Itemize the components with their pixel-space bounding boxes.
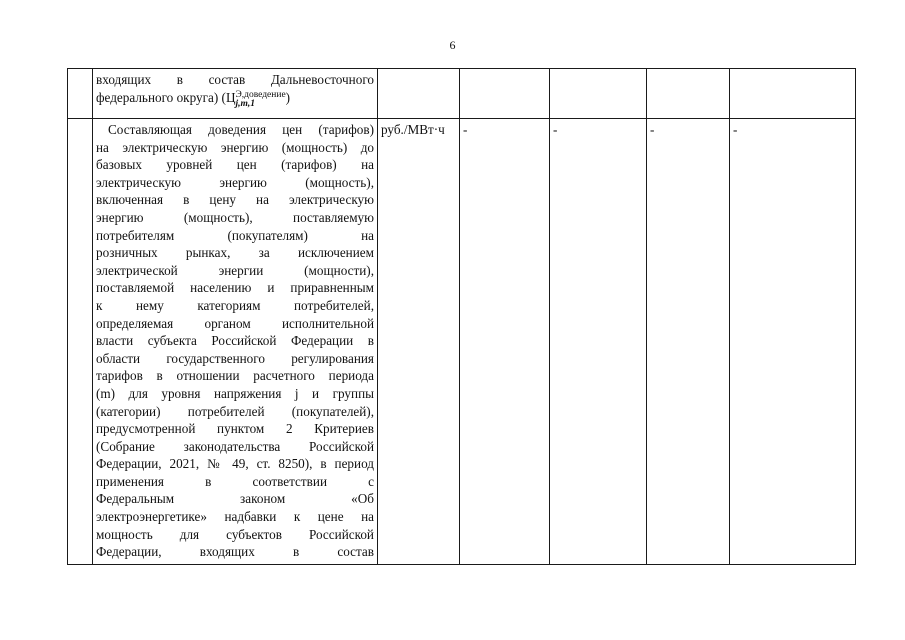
description-line: предусмотренной пунктом 2 Критериев	[96, 421, 374, 437]
description-line: электроэнергетике» надбавки к цене на	[96, 509, 374, 525]
value-cell	[550, 69, 647, 119]
row-number-cell	[68, 119, 93, 565]
description-line: области государственного регулирования	[96, 350, 374, 366]
description-line: Федеральным законом «Об	[96, 491, 374, 507]
description-line: потребителям (покупателям) на	[96, 227, 374, 243]
value-cell: -	[550, 119, 647, 565]
description-line: к нему категориям потребителей,	[96, 297, 374, 313]
description-line: власти субъекта Российской Федерации в	[96, 333, 374, 349]
value-cell	[460, 69, 550, 119]
formula: Ц Э,доведение j,m,1	[225, 89, 286, 109]
description-line-formula: федерального округа) (Ц Э,доведение j,m,1 )	[96, 89, 291, 109]
value-cell: -	[647, 119, 730, 565]
description-cell	[93, 119, 378, 565]
description-line: розничных рынках, за исключением	[96, 245, 374, 261]
description-line: (Собрание законодательства Российской	[96, 438, 374, 454]
description-line: включенная в цену на электрическую	[96, 192, 374, 208]
value-cell: -	[730, 119, 856, 565]
description-line: поставляемой населению и приравненным	[96, 280, 374, 296]
value-cell	[730, 69, 856, 119]
value-cell	[647, 69, 730, 119]
description-line: мощность для субъектов Российской	[96, 526, 374, 542]
description-line: энергию (мощность), поставляемую	[96, 209, 374, 225]
description-line: Составляющая доведения цен (тарифов)	[108, 122, 374, 137]
description-line: входящих в состав Дальневосточного	[96, 72, 374, 87]
description-cell	[93, 69, 378, 119]
row-number-cell	[68, 69, 93, 119]
data-table	[67, 68, 856, 565]
description-line: электрическую энергию (мощность),	[96, 174, 374, 190]
description-line: тарифов в отношении расчетного периода	[96, 368, 374, 384]
description-line: электрической энергии (мощности),	[96, 262, 374, 278]
value-cell: -	[460, 119, 550, 565]
page-number: 6	[449, 38, 456, 52]
description-line: на электрическую энергию (мощность) до	[96, 139, 374, 155]
description-line: Федерации, 2021, № 49, ст. 8250), в период	[96, 456, 374, 472]
description-line: применения в соответствии с	[96, 473, 374, 489]
description-line: базовых уровней цен (тарифов) на	[96, 157, 374, 173]
description-line: (категории) потребителей (покупателей),	[96, 403, 374, 419]
unit-cell	[378, 69, 460, 119]
table-row	[68, 69, 856, 119]
description-line: (m) для уровня напряжения j и группы	[96, 385, 374, 401]
description-line: определяемая органом исполнительной	[96, 315, 374, 331]
description-line: Федерации, входящих в состав	[96, 544, 374, 560]
unit-cell: руб./МВт·ч	[378, 119, 460, 565]
table-row	[68, 119, 856, 565]
